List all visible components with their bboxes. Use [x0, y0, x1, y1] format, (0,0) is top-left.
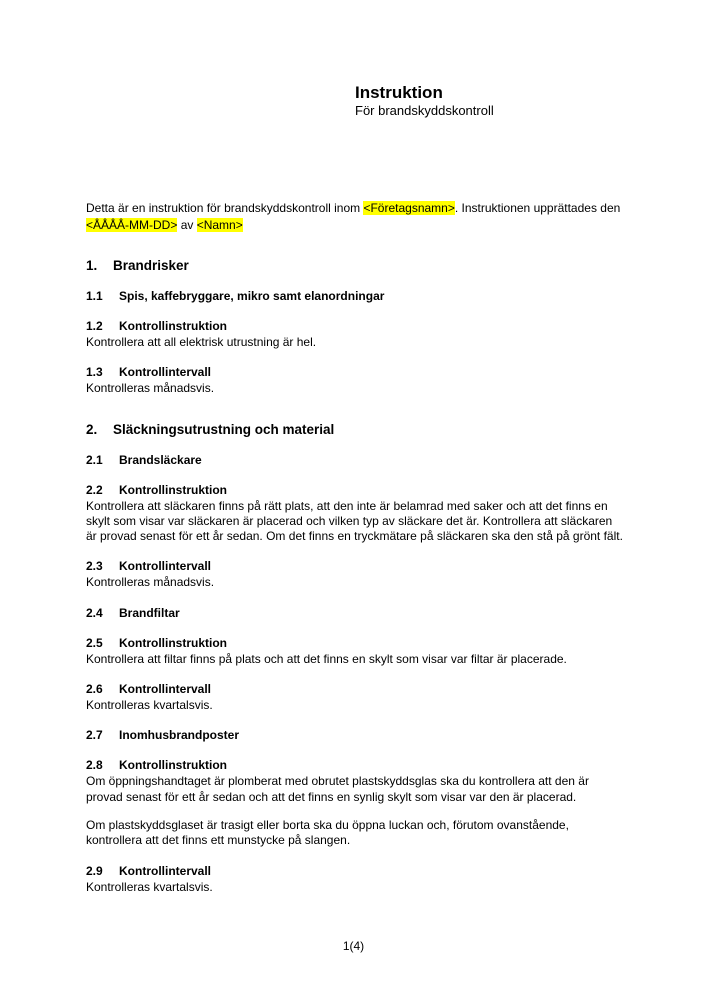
- subsection-heading: [86, 289, 624, 304]
- page-number: 1(4): [342, 939, 365, 953]
- subsection-number: 2.8: [86, 758, 103, 773]
- subsection-title: Spis, kaffebryggare, mikro samt elanordningar: [119, 289, 385, 303]
- company-name-placeholder: <Företagsnamn>: [363, 201, 455, 215]
- subsection-number: 2.4: [86, 605, 103, 620]
- subsection-heading: [86, 319, 624, 334]
- section-number: 1.: [86, 258, 98, 273]
- subsection-heading: [86, 559, 624, 574]
- subsection-number: 1.3: [86, 365, 103, 380]
- subsection-number: 1.1: [86, 289, 103, 303]
- subsection-title: Kontrollintervall: [119, 559, 212, 574]
- intro-text-2: . Instruktionen upprättades den: [454, 201, 621, 215]
- subsection-heading: [86, 682, 624, 697]
- section-heading: [86, 421, 624, 438]
- subsection-number: 2.6: [86, 682, 103, 697]
- document-title: Instruktion: [355, 83, 443, 102]
- intro-paragraph: [86, 200, 624, 233]
- body-paragraph: Om plastskyddsglaset är trasigt eller borta ska du öppna luckan och, förutom ovanstående, kontrollera att det finns ett munstycke på slangen.: [86, 817, 569, 848]
- subsection-title: Brandfiltar: [119, 605, 180, 620]
- subsection-heading: [86, 728, 624, 743]
- section-number: 2.: [86, 421, 98, 437]
- body-paragraph: Kontrollera att all elektrisk utrustning är hel.: [86, 335, 317, 349]
- body-paragraph: Kontrollera att filtar finns på plats och att det finns en skylt som visar var filtar är placerade.: [86, 651, 567, 666]
- subsection-title: Kontrollintervall: [119, 365, 212, 380]
- subsection-title: Brandsläckare: [119, 452, 202, 467]
- subsection-heading: [86, 864, 624, 879]
- subsection-heading: [86, 365, 624, 380]
- document-section: [86, 257, 624, 397]
- subsection-title: Kontrollinstruktion: [119, 635, 227, 650]
- section-title: Brandrisker: [113, 258, 189, 273]
- body-paragraph: Om öppningshandtaget är plomberat med obrutet plastskyddsglas ska du kontrollera att den är provad senast för ett år sedan och att det finns en synlig skylt som visar var den är placerad.: [86, 774, 589, 804]
- intro-text-3: av: [177, 217, 197, 232]
- document-header: [355, 0, 624, 119]
- body-paragraph: Kontrolleras kvartalsvis.: [86, 698, 213, 713]
- subsection-number: 2.5: [86, 635, 103, 650]
- subsection-number: 2.7: [86, 728, 103, 743]
- subsection-number: 1.2: [86, 319, 103, 333]
- subsection-title: Kontrollinstruktion: [119, 758, 227, 773]
- subsection-title: Kontrollinstruktion: [119, 482, 227, 497]
- subsection-title: Inomhusbrandposter: [119, 728, 240, 743]
- subsection-title: Kontrollintervall: [119, 863, 212, 878]
- subsection-heading: [86, 453, 624, 468]
- subsection-number: 2.2: [86, 482, 103, 497]
- subsection-heading: [86, 483, 624, 498]
- section-heading: [86, 257, 624, 274]
- subsection-title: Kontrollinstruktion: [119, 319, 227, 333]
- subsection-title: Kontrollintervall: [119, 682, 212, 697]
- date-placeholder: <ÅÅÅÅ-MM-DD>: [86, 217, 178, 232]
- subsection-heading: [86, 758, 624, 773]
- document-content: [86, 0, 624, 895]
- body-paragraph: Kontrolleras månadsvis.: [86, 381, 215, 396]
- document-subtitle: För brandskyddskontroll: [355, 103, 494, 118]
- subsection-number: 2.3: [86, 559, 103, 574]
- subsection-heading: [86, 606, 624, 621]
- name-placeholder: <Namn>: [196, 217, 243, 232]
- subsection-heading: [86, 636, 624, 651]
- subsection-number: 2.9: [86, 863, 103, 878]
- body-paragraph: Kontrolleras kvartalsvis.: [86, 879, 213, 894]
- document-section: [86, 421, 624, 895]
- sections-container: [86, 257, 624, 895]
- section-title: Släckningsutrustning och material: [113, 421, 335, 437]
- body-paragraph: Kontrolleras månadsvis.: [86, 575, 215, 590]
- subsection-number: 2.1: [86, 452, 103, 467]
- intro-text-1: Detta är en instruktion för brandskyddskontroll inom: [86, 201, 364, 215]
- body-paragraph: Kontrollera att släckaren finns på rätt plats, att den inte är belamrad med saker och att det finns en skylt som visar var släckaren är placerad och vilken typ av släckare det är. Kontrollera att släckaren är provad senast för ett år sedan. Om det finns en tryckmätare på släckaren ska den stå på grönt fält.: [86, 498, 623, 544]
